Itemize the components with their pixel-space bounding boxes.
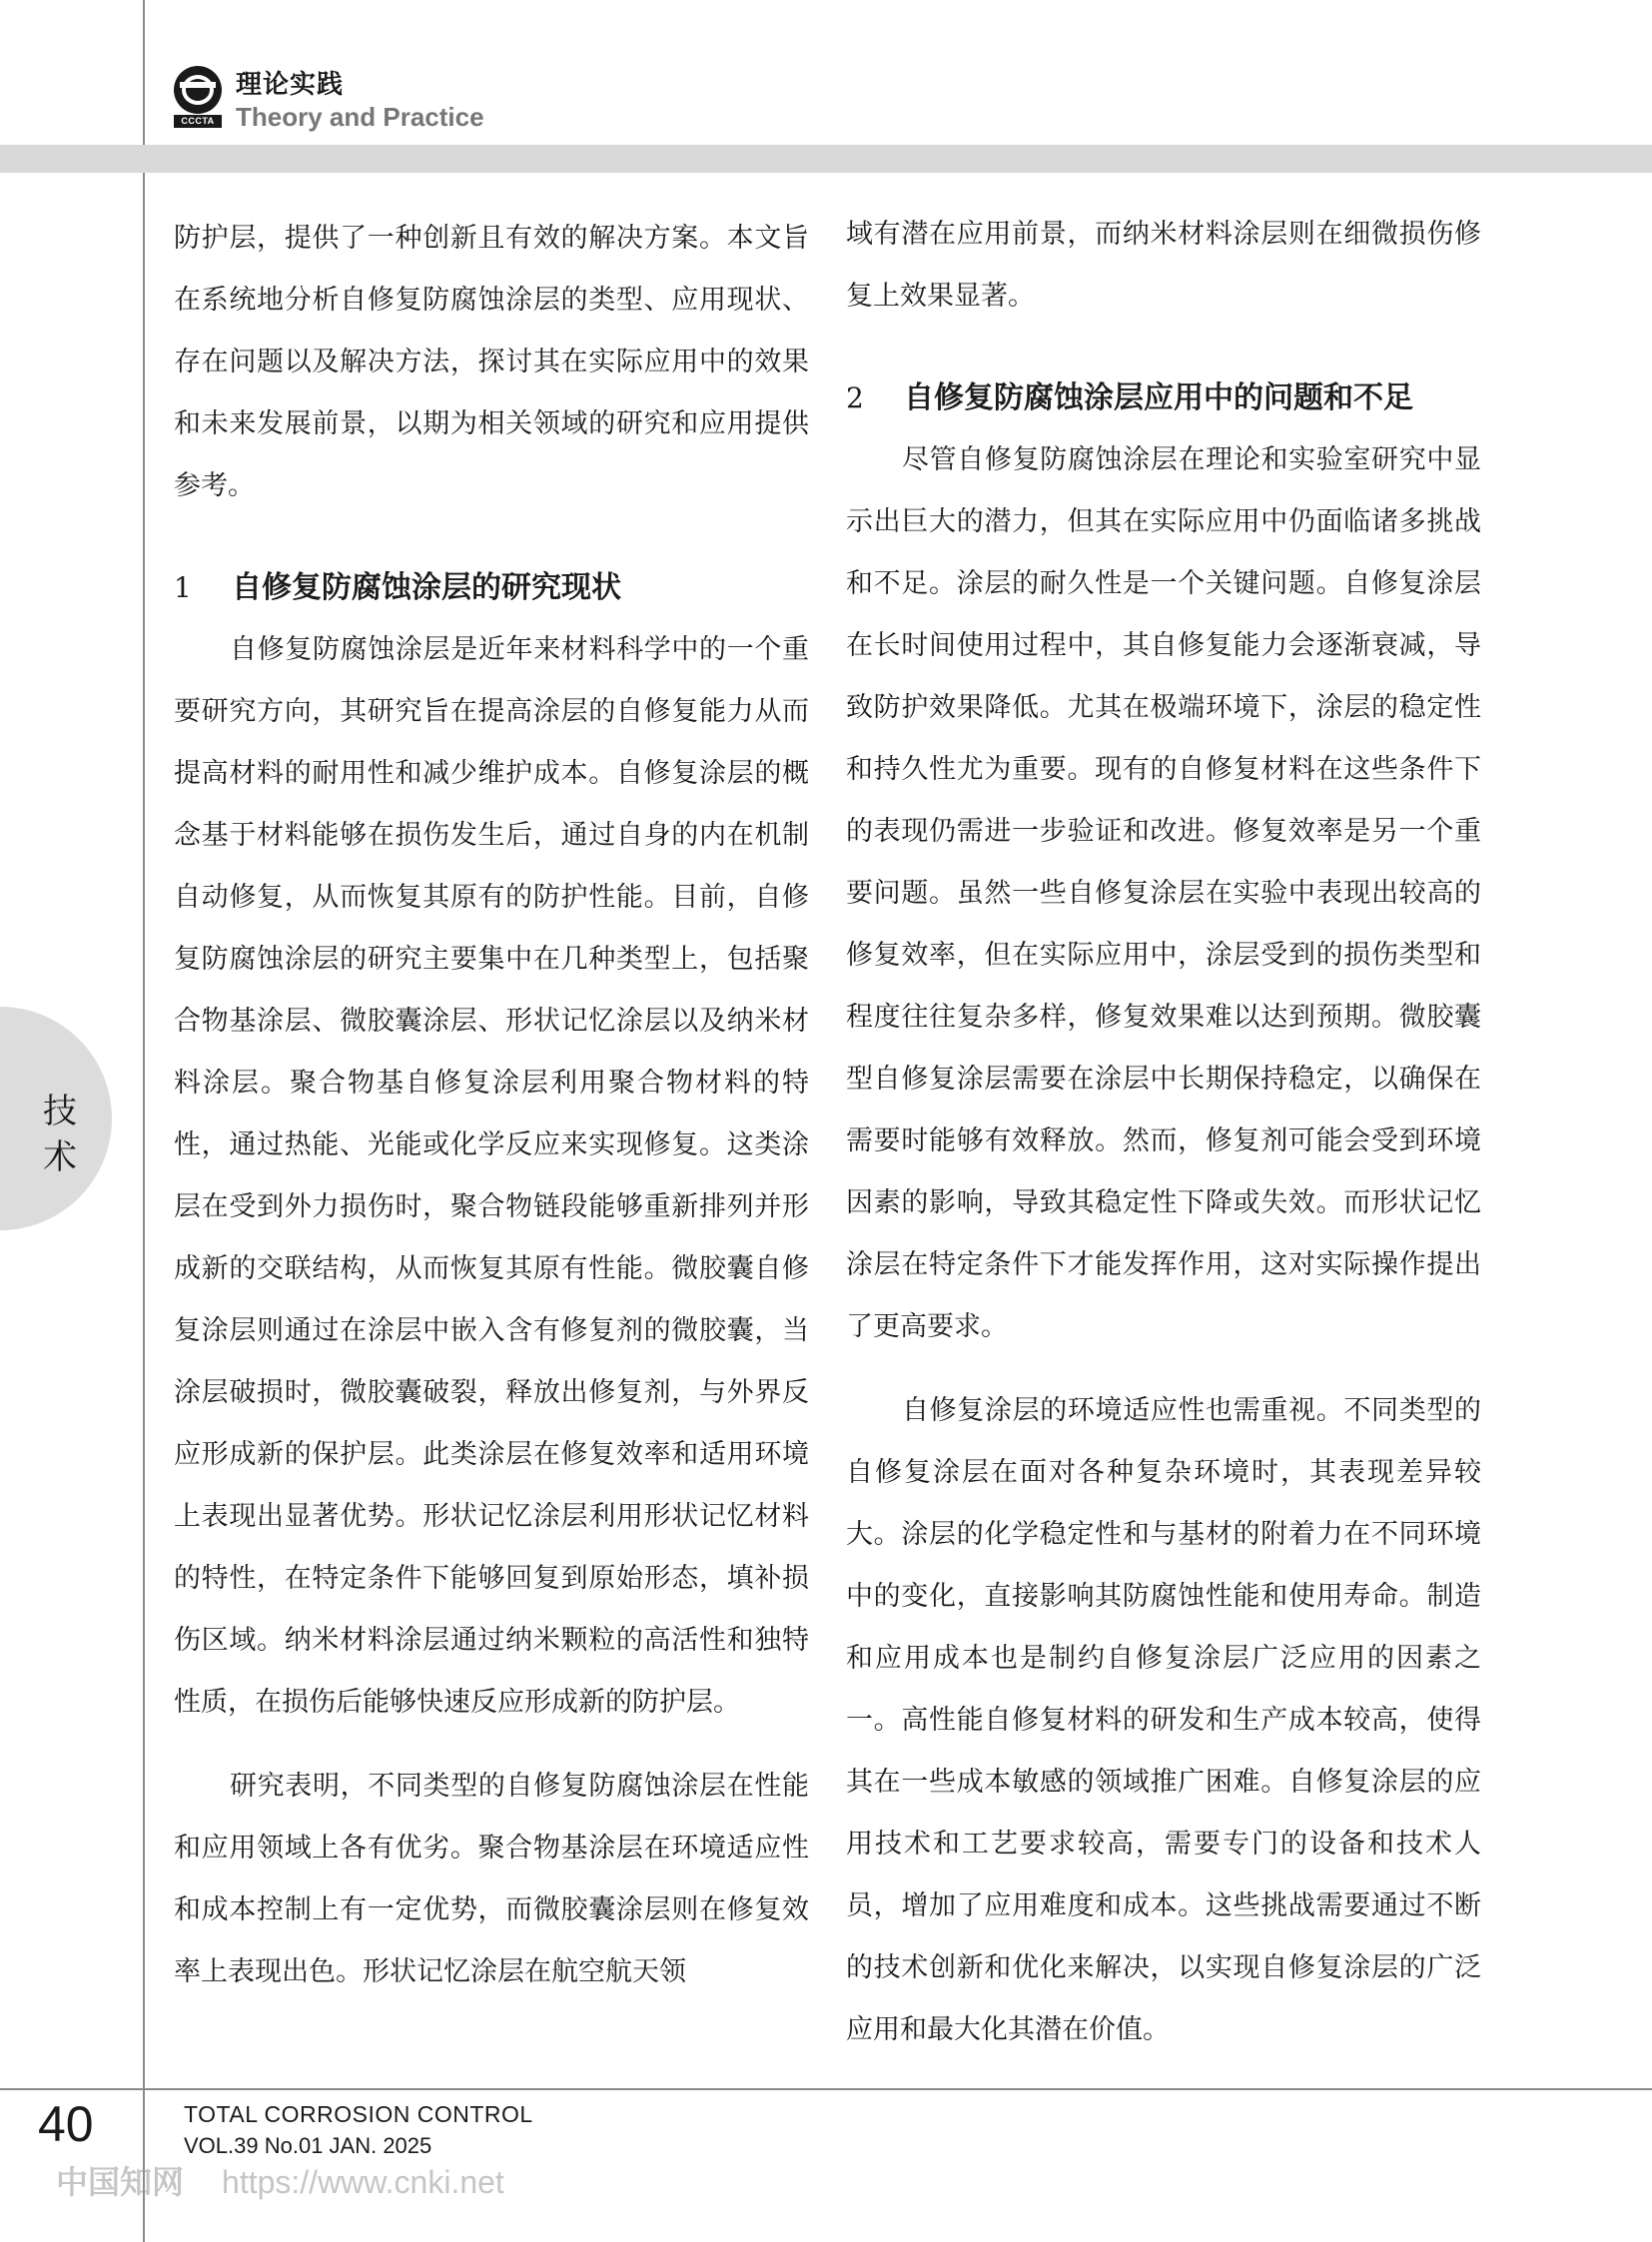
section-label-en: Theory and Practice: [236, 102, 484, 132]
cnki-watermark: [56, 2157, 504, 2203]
body-paragraph: 研究表明，不同类型的自修复防腐蚀涂层在性能和应用领域上各有优劣。聚合物基涂层在环境适应性和成本控制上有一定优势，而微胶囊涂层则在修复效率上表现出色。形状记忆涂层在航空航天领: [174, 1771, 809, 1987]
section-1-heading: [174, 557, 809, 619]
side-tab-char: 技: [43, 1092, 77, 1131]
section-number: 2: [846, 381, 864, 414]
watermark-cn: 中国知网: [56, 2163, 185, 2201]
left-margin-rule: [143, 0, 145, 2242]
left-column: [174, 208, 809, 2003]
section-label-cn: 理论实践: [236, 70, 345, 100]
watermark-url: https://www.cnki.net: [222, 2164, 504, 2200]
journal-logo: [174, 66, 222, 128]
body-paragraph: 自修复防腐蚀涂层是近年来材料科学中的一个重要研究方向，其研究旨在提高涂层的自修复能力从而提高材料的耐用性和减少维护成本。自修复涂层的概念基于材料能够在损伤发生后，通过自身的内在机制自动修复，从而恢复其原有的防护性能。目前，自修复防腐蚀涂层的研究主要集中在几种类型上，包括聚合物基涂层、微胶囊涂层、形状记忆涂层以及纳米材料涂层。聚合物基自修复涂层利用聚合物材料的特性，通过热能、光能或化学反应来实现修复。这类涂层在受到外力损伤时，聚合物链段能够重新排列并形成新的交联结构，从而恢复其原有性能。微胶囊自修复涂层则通过在涂层中嵌入含有修复剂的微胶囊，当涂层破损时，微胶囊破裂，释放出修复剂，与外界反应形成新的保护层。此类涂层在修复效率和适用环境上表现出显著优势。形状记忆涂层利用形状记忆材料的特性，在特定条件下能够回复到原始形态，填补损伤区域。纳米材料涂层通过纳米颗粒的高活性和独特性质，在损伤后能够快速反应形成新的防护层。: [174, 634, 809, 1718]
intro-paragraph: 防护层，提供了一种创新且有效的解决方案。本文旨在系统地分析自修复防腐蚀涂层的类型、应用现状、存在问题以及解决方法，探讨其在实际应用中的效果和未来发展前景，以期为相关领域的研究和应用提供参考。: [174, 223, 809, 501]
logo-ring: [182, 75, 214, 105]
section-number: 1: [174, 571, 192, 604]
section-title: 自修复防腐蚀涂层应用中的问题和不足: [904, 380, 1413, 415]
journal-issue: VOL.39 No.01 JAN. 2025: [184, 2133, 432, 2158]
body-paragraph: 尽管自修复防腐蚀涂层在理论和实验室研究中显示出巨大的潜力，但其在实际应用中仍面临诸多挑战和不足。涂层的耐久性是一个关键问题。自修复涂层在长时间使用过程中，其自修复能力会逐渐衰减，导致防护效果降低。尤其在极端环境下，涂层的稳定性和持久性尤为重要。现有的自修复材料在这些条件下的表现仍需进一步验证和改进。修复效率是另一个重要问题。虽然一些自修复涂层在实验中表现出较高的修复效率，但在实际应用中，涂层受到的损伤类型和程度往往复杂多样，修复效果难以达到预期。微胶囊型自修复涂层需要在涂层中长期保持稳定，以确保在需要时能够有效释放。然而，修复剂可能会受到环境因素的影响，导致其稳定性下降或失效。而形状记忆涂层在特定条件下才能发挥作用，这对实际操作提出了更高要求。: [846, 444, 1481, 1342]
footer-rule: [0, 2088, 1652, 2090]
side-tab-label: [40, 1089, 80, 1180]
side-tab-char: 术: [43, 1137, 77, 1177]
logo-text: CCCTA: [174, 115, 222, 128]
section-title: 自修复防腐蚀涂层的研究现状: [232, 570, 621, 605]
section-2-heading: [846, 368, 1481, 429]
continuation-paragraph: 域有潜在应用前景，而纳米材料涂层则在细微损伤修复上效果显著。: [846, 219, 1481, 312]
right-column: [846, 204, 1481, 2061]
page-number: 40: [38, 2096, 94, 2152]
logo-bar: [180, 82, 216, 88]
body-paragraph: 自修复涂层的环境适应性也需重视。不同类型的自修复涂层在面对各种复杂环境时，其表现差异较大。涂层的化学稳定性和与基材的附着力在不同环境中的变化，直接影响其防腐蚀性能和使用寿命。制造和应用成本也是制约自修复涂层广泛应用的因素之一。高性能自修复材料的研发和生产成本较高，使得其在一些成本敏感的领域推广困难。自修复涂层的应用技术和工艺要求较高，需要专门的设备和技术人员，增加了应用难度和成本。这些挑战需要通过不断的技术创新和优化来解决，以实现自修复涂层的广泛应用和最大化其潜在价值。: [846, 1395, 1481, 2045]
journal-name: TOTAL CORROSION CONTROL: [184, 2101, 533, 2127]
header-band: [0, 145, 1652, 173]
